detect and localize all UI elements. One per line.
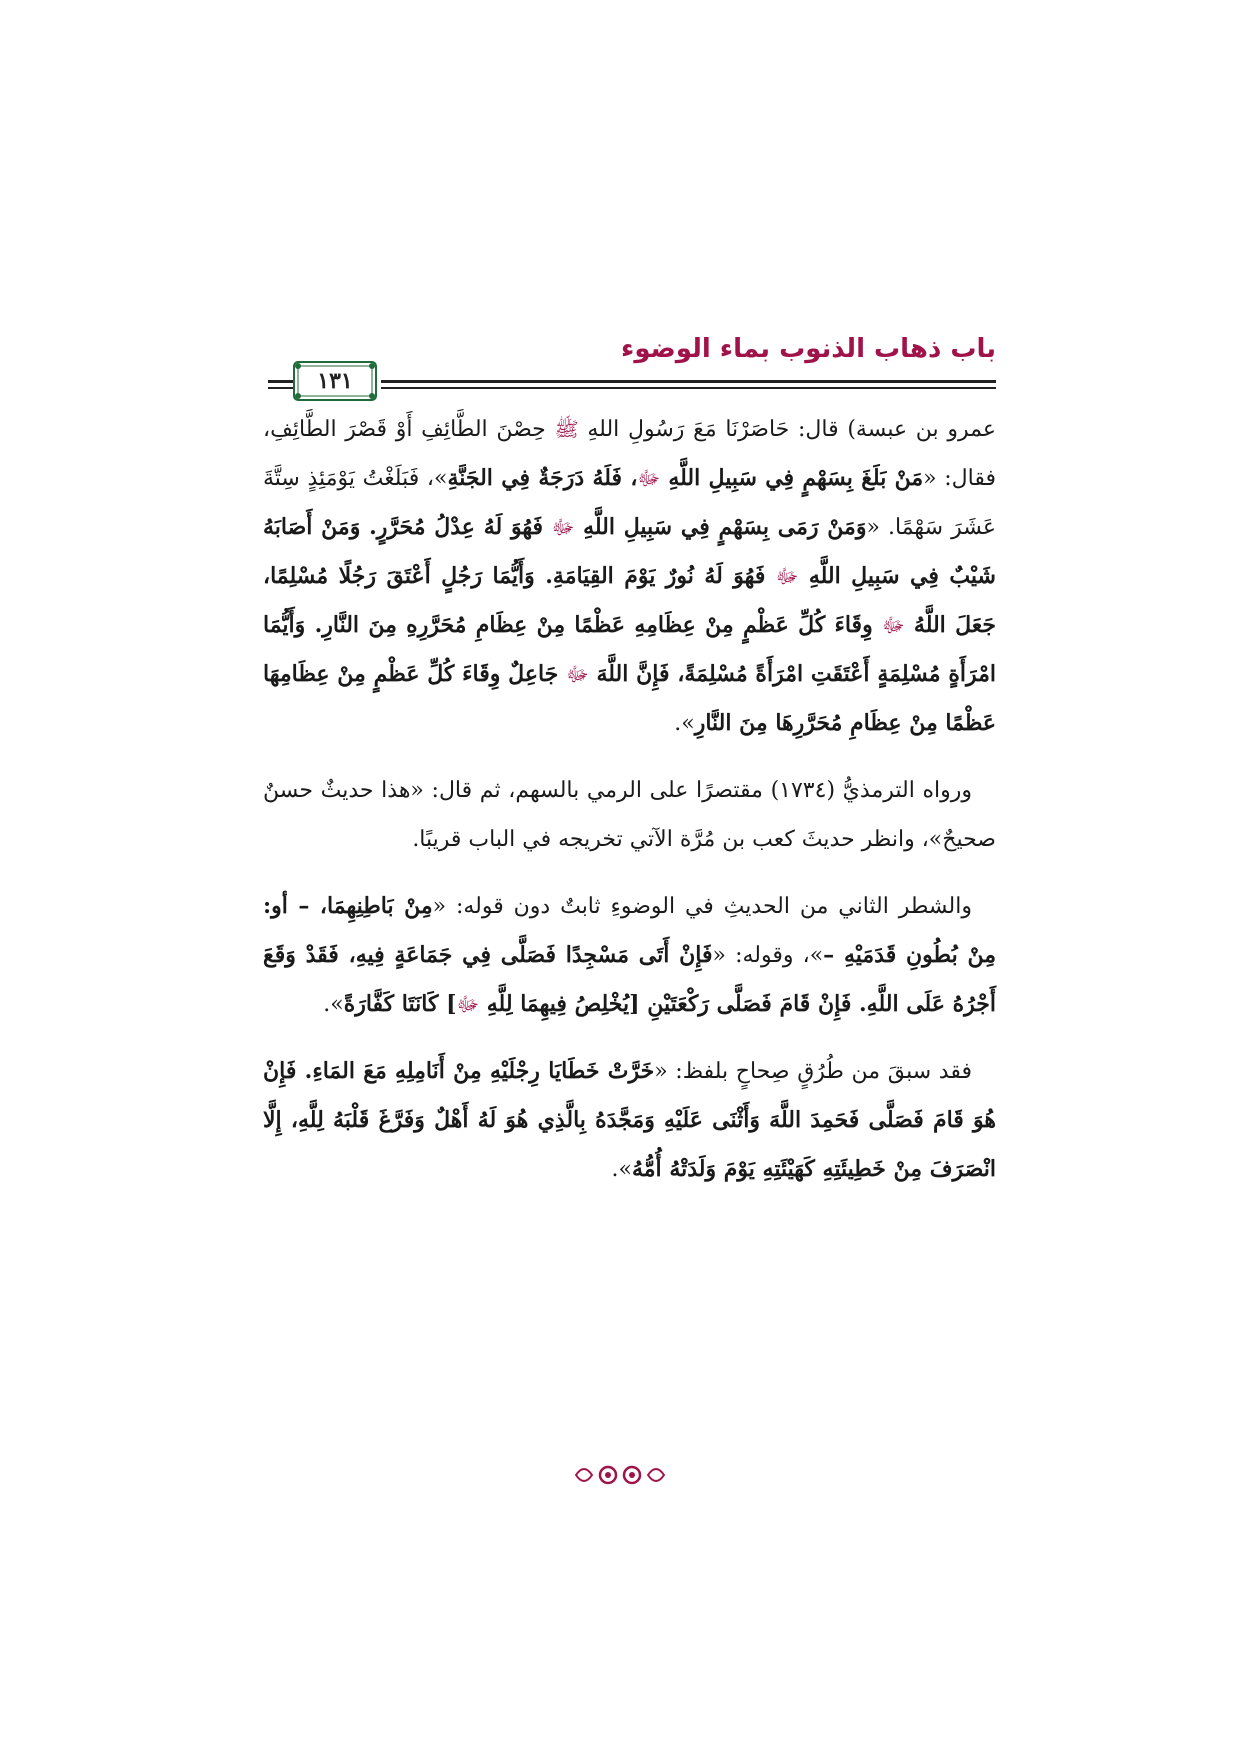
text-run: فقد سبقَ من طُرُقٍ صِحاحٍ بلفظ: « xyxy=(654,1059,972,1084)
quoted-text: وَمَنْ رَمَى بِسَهْمٍ فِي سَبِيلِ اللَّهِ xyxy=(574,514,867,540)
header-rule xyxy=(381,380,996,383)
paragraph-hadith xyxy=(263,405,996,748)
text-run: »، وقوله: « xyxy=(712,943,824,968)
floral-ornament-icon xyxy=(570,1460,670,1490)
quoted-text: فَهُوَ لَهُ نُورٌ يَوْمَ القِيَامَةِ. وَأَيُّمَا رَجُلٍ أَعْتَقَ رَجُلًا مُسْلِمًا، جَعَلَ اللَّهُ xyxy=(263,563,996,638)
quoted-text: فَإِنْ أَتَى مَسْجِدًا فَصَلَّى فِي جَمَاعَةٍ فِيهِ، فَقَدْ وَقَعَ أَجْرُهُ عَلَى اللَّهِ. فَإِنْ قَامَ فَصَلَّى رَكْعَتَيْنِ [يُخْلِصُ فِيهِمَا لِلَّهِ xyxy=(263,942,996,1017)
honorific-mark: ﷻ xyxy=(551,515,575,539)
quoted-text: جَاعِلٌ وِقَاءَ كُلِّ عَظْمٍ مِنْ عِظَامِهَا عَظْمًا مِنْ عِظَامِ مُحَرَّرِهَا مِنَ النَّارِ xyxy=(263,661,996,736)
quoted-text: خَرَّتْ خَطَايَا رِجْلَيْهِ مِنْ أَنَامِلِهِ مَعَ المَاءِ. فَإِنْ هُوَ قَامَ فَصَلَّى فَحَمِدَ اللَّهَ وَأَثْنَى عَلَيْهِ وَمَجَّدَهُ بِالَّذِي هُوَ لَهُ أَهْلٌ وَفَرَّغَ قَلْبَهُ لِلَّهِ، إِلَّا انْصَرَفَ مِنْ خَطِيئَتِهِ كَهَيْئَتِهِ يَوْمَ وَلَدَتْهُ أُمُّهُ xyxy=(263,1058,996,1182)
header-rule xyxy=(268,380,293,383)
honorific-mark: ﷻ xyxy=(882,613,905,637)
quoted-text: مَنْ بَلَغَ بِسَهْمٍ فِي سَبِيلِ اللَّهِ xyxy=(660,465,924,491)
honorific-mark: ﷻ xyxy=(637,466,661,490)
quoted-text: ] كَانَتَا كَفَّارَةً xyxy=(343,991,457,1017)
text-run: ». xyxy=(323,992,344,1017)
paragraph-tirmidhi: ورواه الترمذيُّ (١٧٣٤) مقتصرًا على الرمي بالسهم، ثم قال: «هذا حديثٌ حسنٌ صحيحٌ»، وانظر حديثَ كعب بن مُرَّة الآتي تخريجه في الباب قريبًا. xyxy=(263,778,996,852)
header-rule xyxy=(381,387,996,389)
text-run: عمرو بن عبسة) قال: حَاصَرْنَا مَعَ رَسُولِ اللهِ xyxy=(578,417,996,442)
page-number: ١٣١ xyxy=(317,368,353,394)
text-run: »، فَبَلَغْتُ يَوْمَئِذٍ سِتَّةَ عَشَرَ سَهْمًا. « xyxy=(263,466,996,540)
text-run: ». xyxy=(674,711,695,736)
paragraph-previous xyxy=(263,1047,996,1194)
text-run: ». xyxy=(611,1157,632,1182)
text-run: والشطر الثاني من الحديثِ في الوضوءِ ثابتٌ دون قوله: « xyxy=(432,894,972,919)
honorific-mark: ﷻ xyxy=(456,992,480,1016)
quoted-text: وِقَاءَ كُلِّ عَظْمٍ مِنْ عِظَامِهِ عَظْمًا مِنْ عِظَامِ مُحَرَّرِهِ مِنَ النَّارِ. وَأَيُّمَا امْرَأَةٍ مُسْلِمَةٍ أَعْتَقَتِ امْرَأَةً مُسْلِمَةً، فَإِنَّ اللَّهَ xyxy=(263,612,996,687)
quoted-text: مِنْ بَاطِنِهِمَا، – أو: مِنْ بُطُونِ قَدَمَيْهِ – xyxy=(263,893,996,968)
text-run: حِصْنَ الطَّائِفِ أَوْ قَصْرَ الطَّائِفِ، فقال: « xyxy=(263,417,996,491)
header-rule xyxy=(268,387,293,389)
chapter-title: باب ذهاب الذنوب بماء الوضوء xyxy=(621,334,996,364)
quoted-text: ، فَلَهُ دَرَجَةٌ فِي الجَنَّةِ xyxy=(447,465,638,491)
main-text xyxy=(263,405,996,1212)
honorific-mark: ﷻ xyxy=(566,662,589,686)
honorific-mark: ﷻ xyxy=(775,564,799,588)
honorific-mark: ﷺ xyxy=(554,417,579,441)
quoted-text: فَهُوَ لَهُ عِدْلُ مُحَرَّرٍ. وَمَنْ أَصَابَهُ شَيْبٌ فِي سَبِيلِ اللَّهِ xyxy=(263,514,996,589)
paragraph-second-part xyxy=(263,882,996,1029)
running-header xyxy=(0,332,1240,392)
